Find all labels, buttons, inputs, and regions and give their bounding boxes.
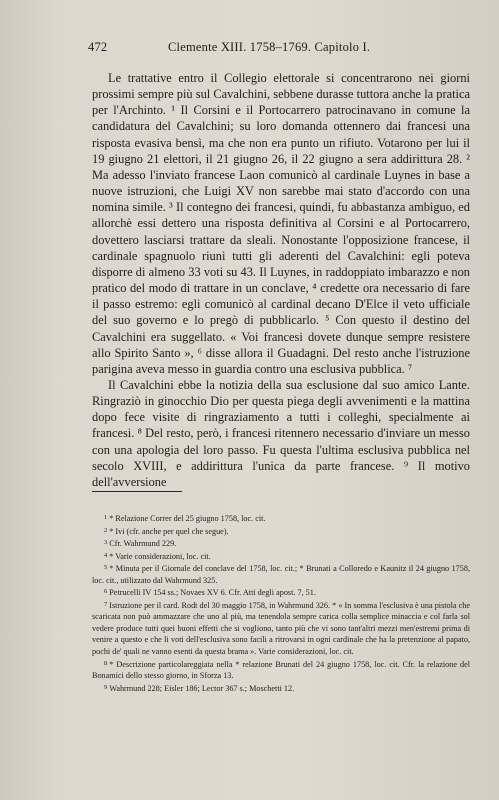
footnote: [92, 599, 470, 658]
footnote: [92, 550, 470, 563]
footnote-number: 6: [104, 588, 108, 596]
footnote-text: * Varie considerazioni, loc. cit.: [109, 551, 211, 561]
footnote: [92, 562, 470, 586]
main-text: [92, 70, 470, 490]
footnote: [92, 682, 470, 695]
footnote-text: Cfr. Wahrmund 229.: [109, 539, 177, 549]
running-header: [88, 40, 471, 56]
footnote-number: 3: [104, 539, 108, 547]
footnote-text: * Descrizione particolareggiata nella * relazione Brunati del 24 giugno 1758, loc. cit. Cfr. la relazione del Bonamici dello stesso giorno, in Sforza 13.: [92, 659, 470, 681]
footnote-number: 9: [104, 683, 108, 691]
footnote: [92, 525, 470, 538]
footnote-text: * Relazione Correr del 25 giugno 1758, loc. cit.: [109, 514, 266, 523]
footnote-number: 5: [104, 564, 108, 572]
paragraph: Le trattative entro il Collegio elettorale si concentrarono nei giorni prossimi sempre più sul Cavalchini, sebbene durasse tuttora anche la pratica per l'Archinto. ¹ Il Corsini e il Portocarrero patrocinavano in comune la candidatura del Cavalchini; su loro domanda ottennero dai francesi una risposta evasiva bensì, ma che non era punto un rifiuto. Votarono per lui il 19 giugno 21 elettori, il 21 giugno 26, il 22 giugno a sera addirittura 28. ² Ma adesso l'inviato francese Laon comunicò al cardinale Luynes in base a nuove istruzioni, che Luigi XV non sarebbe mai stato d'accordo con una nomina simile. ³ Il contegno dei francesi, quindi, fu abbastanza ambiguo, ed allorchè essi dettero una risposta definitiva al Corsini e al Portocarrero, dovettero lasciarsi trattare da sleali. Nonostante l'opposizione francese, il cardinale spagnuolo riunì tutti gli aderenti del Cavalchini: egli poteva disporre di almeno 33 voti su 43. Il Luynes, in raddoppiato imbarazzo e non pratico del modo di trattare in un conclave, ⁴ credette ora necessario di fare il passo estremo: egli comunicò al cardinal decano D'Elce il veto ufficiale del suo governo e lo pregò di pubblicarlo. ⁵ Con questo il destino del Cavalchini era suggellato. « Voi francesi dovete dunque sempre resistere allo Spirito Santo », ⁶ disse allora il Guadagni. Del resto anche l'istruzione parigina aveva messo in guardia contro una esclusiva pubblica. ⁷: [92, 71, 470, 376]
footnote: [92, 512, 470, 525]
footnote-number: 8: [104, 659, 108, 667]
footnote-number: 7: [104, 600, 108, 608]
footnote: [92, 586, 470, 599]
footnote-text: Petrucelli IV 154 ss.; Novaes XV 6. Cfr. Atti degli apost. 7, 51.: [109, 588, 316, 598]
page-number: 472: [88, 40, 108, 54]
footnote-text: Wahrmund 228; Eisler 186; Lector 367 s.; Moschetti 12.: [109, 683, 295, 693]
footnote: [92, 537, 470, 550]
footnote-number: 2: [104, 526, 108, 534]
footnote-number: 4: [104, 551, 108, 559]
footnotes: [92, 512, 470, 694]
running-title: Clemente XIII. 1758–1769. Capitolo I.: [168, 40, 371, 54]
footnote-text: * Ivi (cfr. anche per quel che segue).: [109, 526, 229, 536]
footnote-divider: [92, 491, 182, 492]
footnote-text: Istruzione per il card. Rodt del 30 maggio 1758, in Wahrmund 326. * « In somma l'esclusiva è una pistola che scaricata non può ammazzare che uno al più, ma tenendola sempre carica colla semplice minaccia e col farla sol vedere produce tutti quei buoni effetti che si vogliono, tanto più che vi sono tant'altri mezzi men'estremi prima di venire a questo e che li voti dell'esclusiva sono facili a ritrovarsi in ogni cardinale che ha la pretenzione al papato, pochi de' quali ne vanno esenti da questa brama ». Varie considerazioni, loc. cit.: [92, 600, 470, 657]
paragraph: Il Cavalchini ebbe la notizia della sua esclusione dal suo amico Lante. Ringraziò in ginocchio Dio per questa piega degli avvenimenti e la mattina dopo fece visite di ringraziamento a tutti i colleghi, specialmente ai francesi. ⁸ Del resto, però, i francesi ritennero necessario d'inviare un messo con una apologia del loro passo. Fu questa l'ultima esclusiva pubblica nel secolo XVIII, e addirittura l'unica da parte francese. ⁹ Il motivo dell'avversione: [92, 377, 470, 489]
footnote-number: 1: [104, 514, 108, 521]
footnote: [92, 658, 470, 682]
footnote-text: * Minuta per il Giornale del conclave del 1758, loc. cit.; * Brunati a Colloredo e Kaunitz il 24 giugno 1758, loc. cit., utilizzato dal Wahrmund 325.: [92, 564, 470, 585]
